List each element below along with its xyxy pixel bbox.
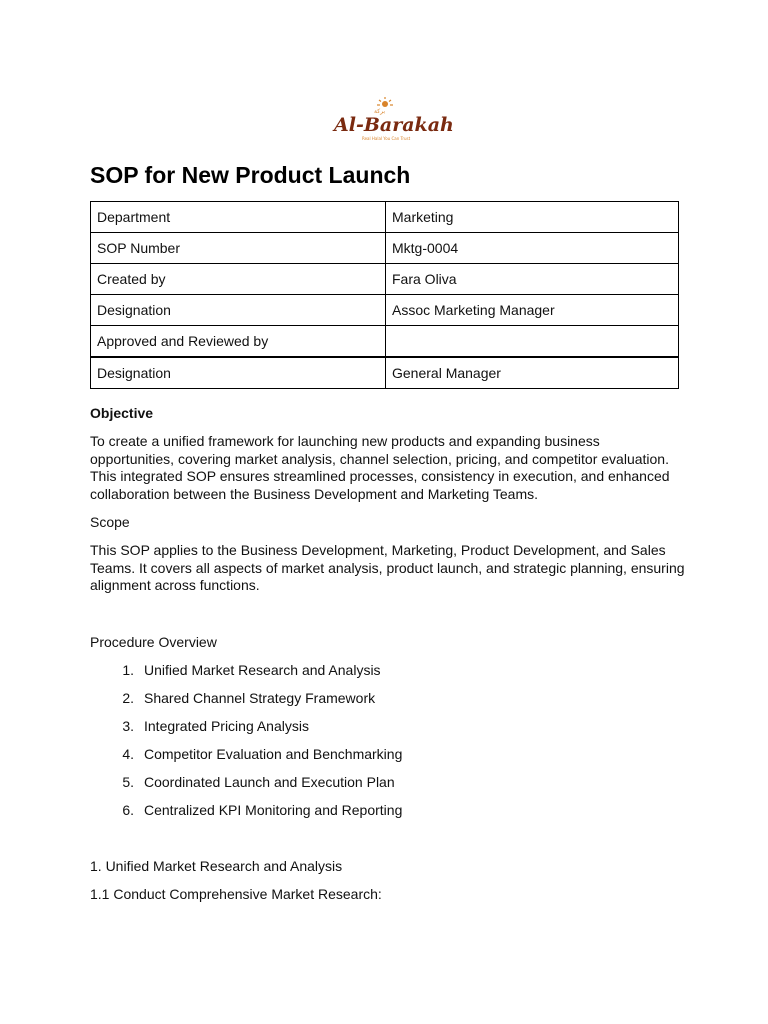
table-row [91, 202, 679, 233]
logo-arabic-text: بركة [374, 108, 386, 115]
table-row [91, 295, 679, 326]
logo-tagline: Real Halal You Can Trust [362, 136, 411, 141]
objective-paragraph [90, 433, 690, 503]
table-cell-label: Department [91, 202, 386, 233]
list-item [90, 744, 402, 772]
list-item-text: Centralized KPI Monitoring and Reporting [144, 802, 403, 818]
scope-line: alignment across functions. [90, 577, 260, 594]
list-item-number: 2. [122, 690, 134, 706]
sop-meta-table [90, 201, 679, 389]
table-cell-value [386, 326, 679, 358]
list-item-number: 3. [122, 718, 134, 734]
objective-line: To create a unified framework for launching new products and expanding business [90, 433, 600, 449]
scope-line: This SOP applies to the Business Development, Marketing, Product Development, and Sales [90, 542, 666, 558]
scope-heading: Scope [90, 514, 130, 530]
list-item [90, 800, 402, 828]
table-row [91, 357, 679, 389]
procedure-list [90, 660, 402, 828]
list-item [90, 688, 402, 716]
table-cell-label: Approved and Reviewed by [91, 326, 386, 358]
list-item-text: Unified Market Research and Analysis [144, 662, 381, 678]
table-cell-value: Fara Oliva [386, 264, 679, 295]
objective-line: This integrated SOP ensures streamlined processes, consistency in execution, and enhanced [90, 468, 670, 485]
table-row [91, 264, 679, 295]
page-title: SOP for New Product Launch [90, 162, 411, 188]
list-item [90, 716, 402, 744]
objective-heading: Objective [90, 405, 154, 421]
list-item [90, 772, 402, 800]
list-item-text: Integrated Pricing Analysis [144, 718, 309, 734]
objective-line: opportunities, covering market analysis, channel selection, pricing, and competitor evaluation. [90, 450, 669, 467]
table-row [91, 233, 679, 264]
list-item-number: 1. [122, 662, 134, 678]
list-item-text: Shared Channel Strategy Framework [144, 690, 376, 706]
table-row [91, 326, 679, 358]
table-cell-value: General Manager [386, 357, 679, 389]
subsection-heading: 1.1 Conduct Comprehensive Market Research: [90, 886, 382, 902]
section-heading: 1. Unified Market Research and Analysis [90, 858, 343, 874]
list-item-number: 4. [122, 746, 134, 762]
company-logo [330, 96, 454, 144]
scope-line: Teams. It covers all aspects of market analysis, product launch, and strategic planning, ensuring [90, 559, 685, 576]
list-item-number: 5. [122, 774, 134, 790]
objective-line: collaboration between the Business Development and Marketing Teams. [90, 485, 538, 502]
table-cell-value: Assoc Marketing Manager [386, 295, 679, 326]
al-barakah-logo-icon [330, 96, 454, 144]
table-cell-label: Created by [91, 264, 386, 295]
list-item-text: Coordinated Launch and Execution Plan [144, 774, 395, 790]
table-cell-label: SOP Number [91, 233, 386, 264]
table-cell-label: Designation [91, 357, 386, 389]
procedure-heading: Procedure Overview [90, 634, 217, 650]
list-item [90, 660, 402, 688]
list-item-text: Competitor Evaluation and Benchmarking [144, 746, 403, 762]
table-cell-value: Mktg-0004 [386, 233, 679, 264]
table-cell-value: Marketing [386, 202, 679, 233]
table-cell-label: Designation [91, 295, 386, 326]
logo-wordmark: Al-Barakah [334, 114, 454, 136]
list-item-number: 6. [122, 802, 134, 818]
scope-paragraph [90, 542, 690, 595]
